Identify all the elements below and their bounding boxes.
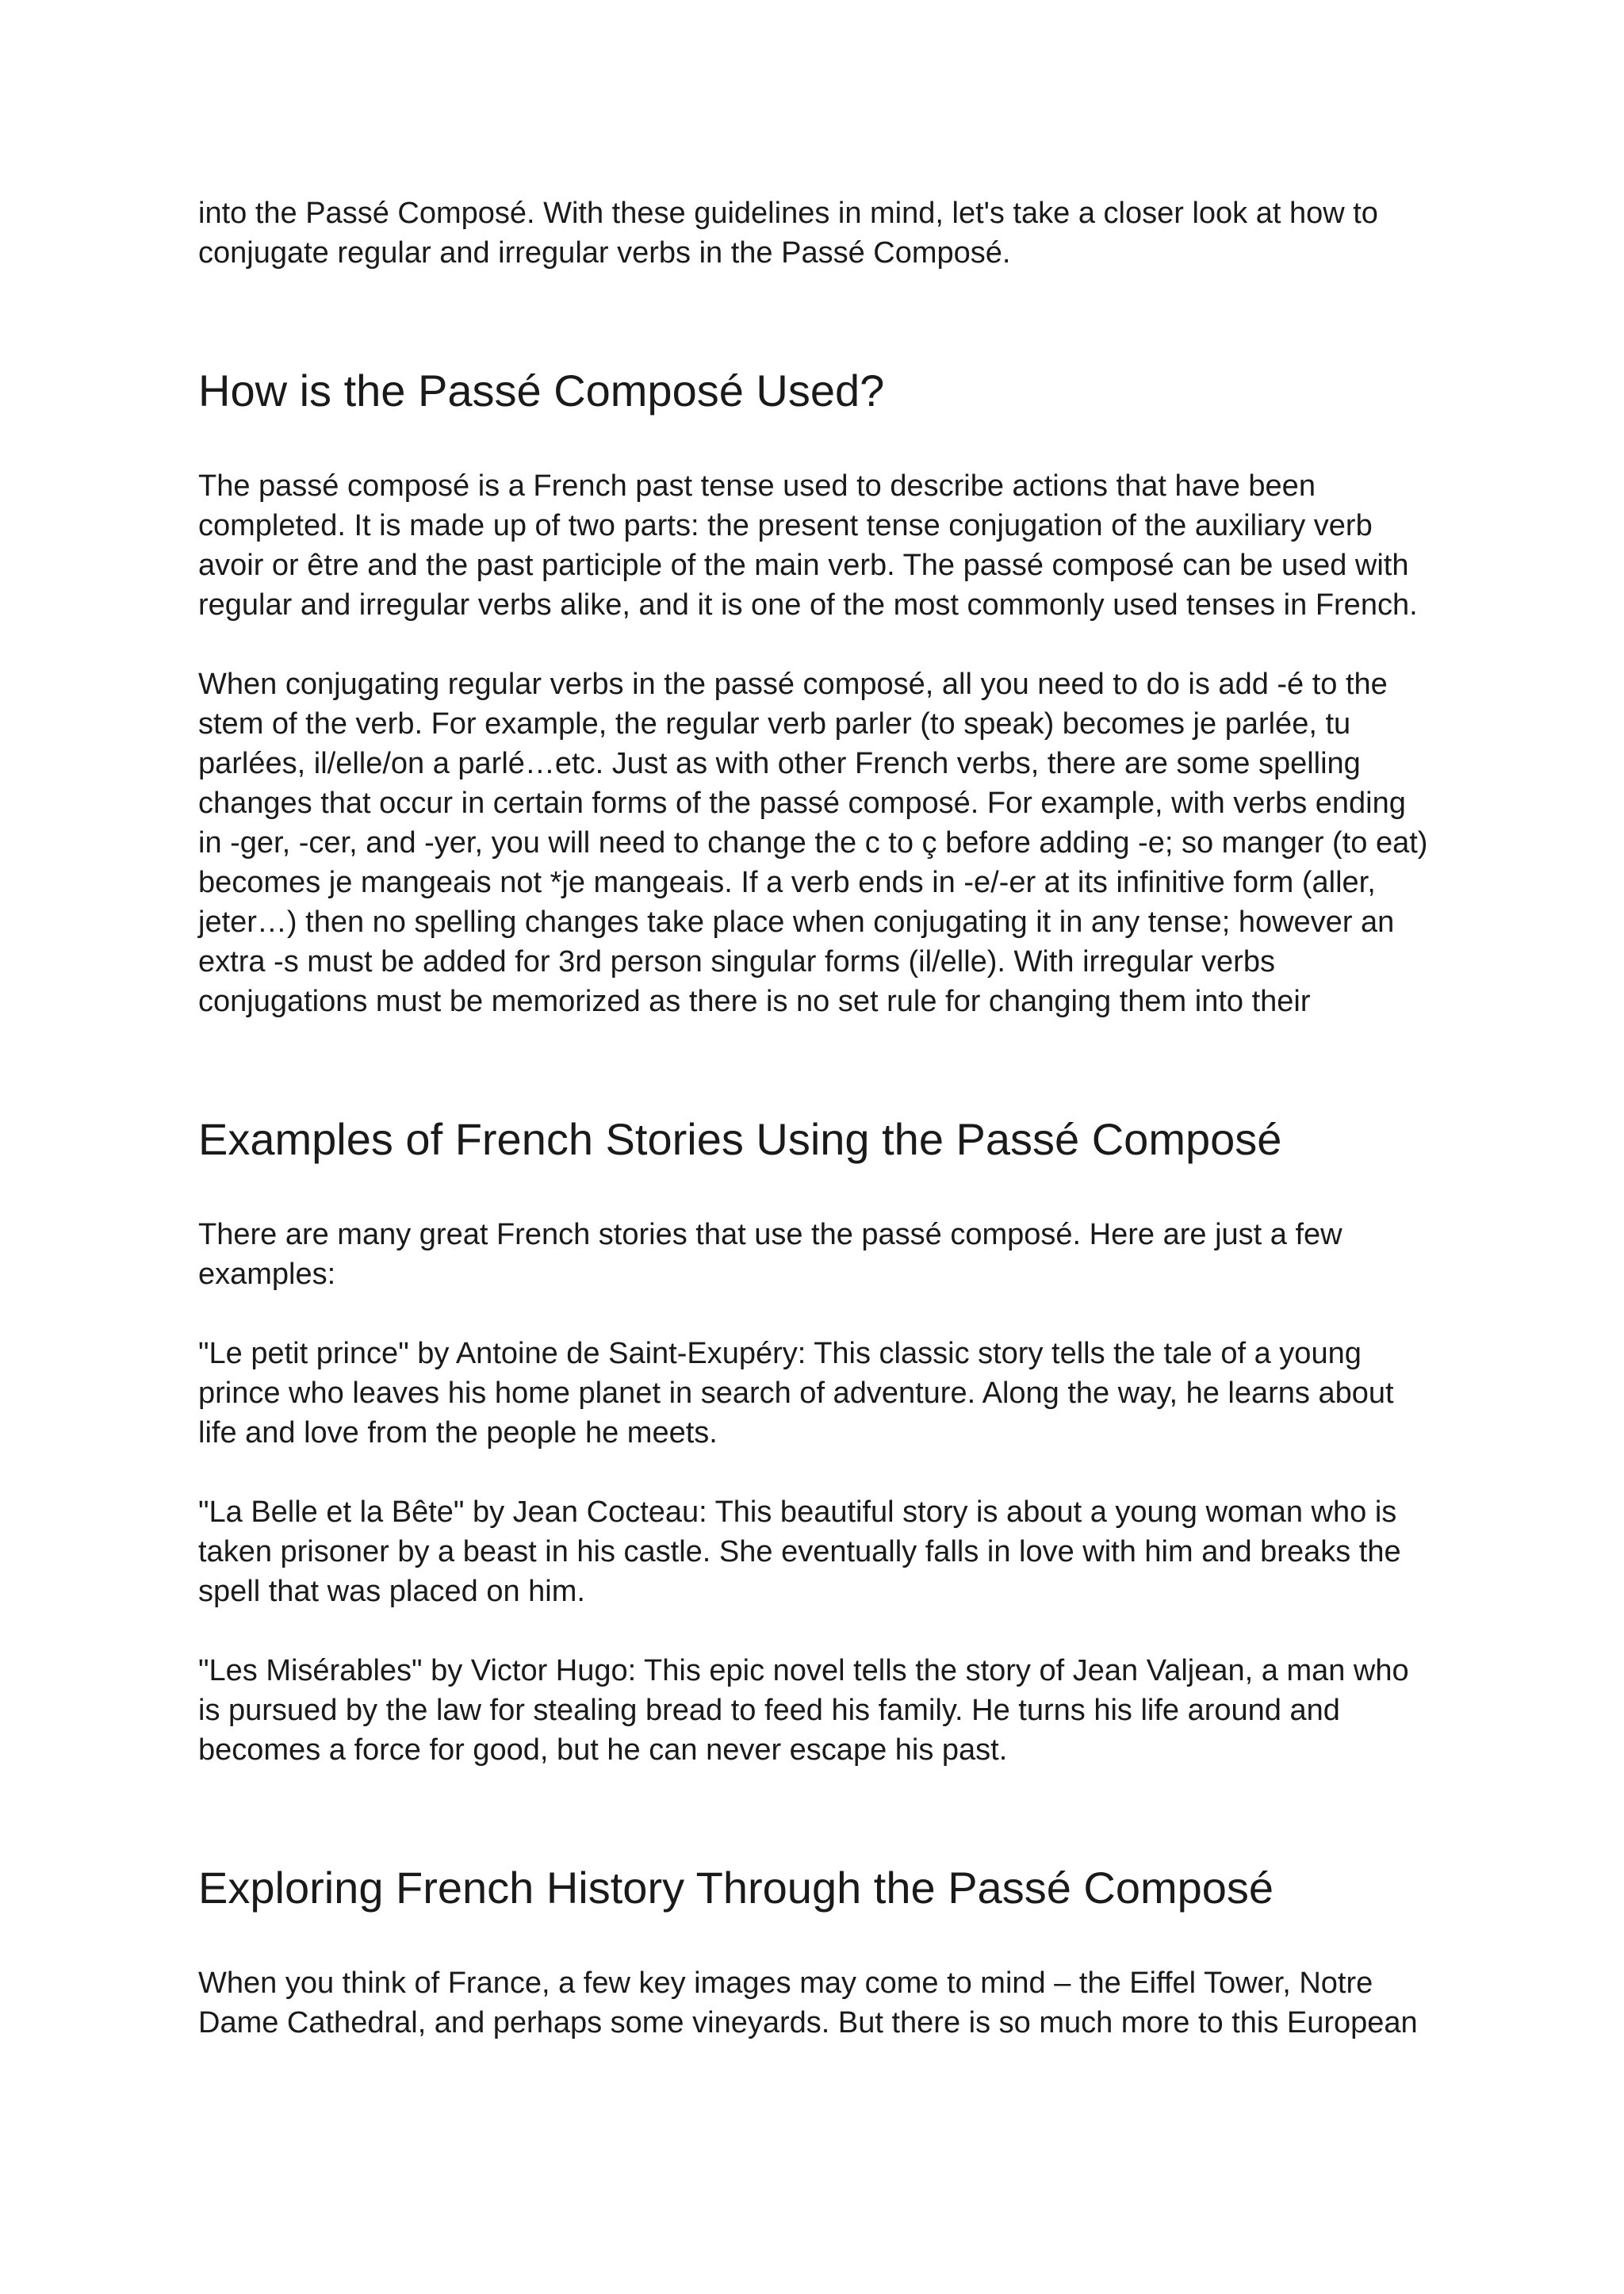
text-line: "Les Misérables" by Victor Hugo: This epic novel tells the story of Jean Valjean, a man who — [198, 1654, 1409, 1687]
intro-paragraph — [198, 193, 1435, 273]
section-heading: Exploring French History Through the Passé Composé — [198, 1863, 1274, 1913]
text-line: completed. It is made up of two parts: the present tense conjugation of the auxiliary verb — [198, 509, 1373, 542]
body-paragraph — [198, 1215, 1435, 1294]
body-paragraph — [198, 466, 1435, 625]
text-line: becomes a force for good, but he can never escape his past. — [198, 1733, 1008, 1767]
text-line: examples: — [198, 1258, 336, 1291]
text-line: spell that was placed on him. — [198, 1575, 585, 1608]
text-line: in -ger, -cer, and -yer, you will need to change the c to ç before adding -e; so manger (to eat) — [198, 826, 1428, 860]
text-line: becomes je mangeais not *je mangeais. If a verb ends in -e/-er at its infinitive form (aller, — [198, 866, 1376, 899]
text-line: regular and irregular verbs alike, and it is one of the most commonly used tenses in French. — [198, 588, 1418, 622]
text-line: parlées, il/elle/on a parlé…etc. Just as with other French verbs, there are some spelling — [198, 747, 1361, 780]
text-line: When conjugating regular verbs in the passé composé, all you need to do is add -é to the — [198, 668, 1388, 701]
text-line: life and love from the people he meets. — [198, 1416, 718, 1450]
body-paragraph — [198, 664, 1435, 1021]
text-line: taken prisoner by a beast in his castle. She eventually falls in love with him and breaks the — [198, 1535, 1401, 1568]
section-heading: How is the Passé Composé Used? — [198, 366, 885, 416]
text-line: into the Passé Composé. With these guidelines in mind, let's take a closer look at how to — [198, 197, 1378, 230]
section-heading: Examples of French Stories Using the Passé Composé — [198, 1114, 1282, 1164]
text-line: The passé composé is a French past tense used to describe actions that have been — [198, 469, 1316, 503]
text-line: changes that occur in certain forms of the passé composé. For example, with verbs ending — [198, 787, 1406, 820]
text-line: conjugations must be memorized as there is no set rule for changing them into their — [198, 985, 1311, 1018]
text-line: "La Belle et la Bête" by Jean Cocteau: This beautiful story is about a young woman who is — [198, 1496, 1397, 1529]
body-paragraph — [198, 1963, 1435, 2043]
text-line: When you think of France, a few key images may come to mind – the Eiffel Tower, Notre — [198, 1967, 1373, 2000]
text-line: Dame Cathedral, and perhaps some vineyards. But there is so much more to this European — [198, 2006, 1418, 2039]
text-line: is pursued by the law for stealing bread to feed his family. He turns his life around and — [198, 1694, 1340, 1727]
text-line: There are many great French stories that use the passé composé. Here are just a few — [198, 1218, 1342, 1251]
text-line: "Le petit prince" by Antoine de Saint-Exupéry: This classic story tells the tale of a young — [198, 1337, 1362, 1370]
text-line: extra -s must be added for 3rd person singular forms (il/elle). With irregular verbs — [198, 945, 1275, 978]
document-page — [198, 193, 1435, 2043]
body-paragraph — [198, 1492, 1435, 1611]
body-paragraph — [198, 1651, 1435, 1770]
text-line: stem of the verb. For example, the regular verb parler (to speak) becomes je parlée, tu — [198, 707, 1351, 741]
text-line: avoir or être and the past participle of the main verb. The passé composé can be used with — [198, 549, 1409, 582]
body-paragraph — [198, 1334, 1435, 1453]
text-line: prince who leaves his home planet in search of adventure. Along the way, he learns about — [198, 1377, 1394, 1410]
text-line: jeter…) then no spelling changes take place when conjugating it in any tense; however an — [198, 906, 1395, 939]
text-line: conjugate regular and irregular verbs in the Passé Composé. — [198, 236, 1011, 270]
